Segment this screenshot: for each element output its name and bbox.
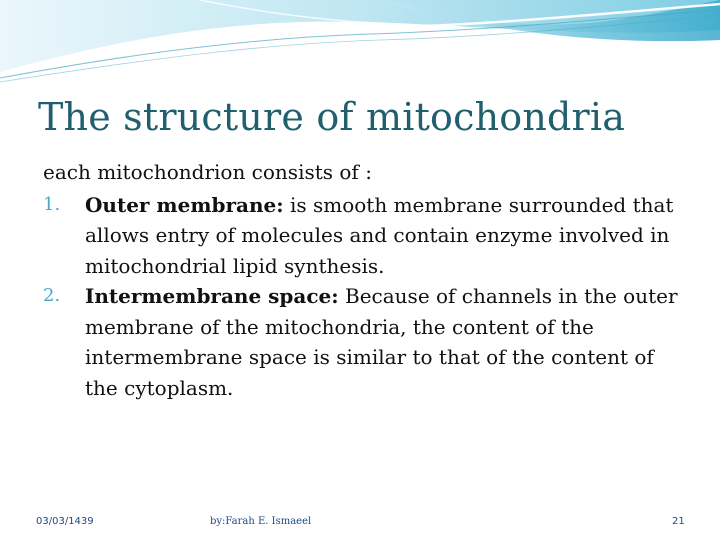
term-outer-membrane: Outer membrane: xyxy=(85,192,284,217)
slide-title: The structure of mitochondria xyxy=(38,95,626,139)
list-number: 1. xyxy=(43,193,61,215)
footer-author: by:Farah E. Ismaeel xyxy=(210,516,312,527)
slide-body xyxy=(43,157,683,403)
intro-text: each mitochondrion consists of : xyxy=(43,160,372,184)
definition-outer-membrane: is smooth membrane surrounded that allows entry of molecules and contain enzyme involved in mitochondrial lipid synthesis. xyxy=(85,192,674,278)
points-list xyxy=(43,190,683,404)
footer-page-number: 21 xyxy=(672,516,685,527)
list-item-outer-membrane xyxy=(43,190,683,282)
list-number: 2. xyxy=(43,285,61,306)
term-intermembrane-space: Intermembrane space: xyxy=(85,284,339,308)
definition-intermembrane-part1: Because of channels in the outer xyxy=(338,284,678,308)
footer-date: 03/03/1439 xyxy=(36,516,94,527)
list-item-intermembrane-space xyxy=(43,281,683,403)
decorative-header-banner xyxy=(0,0,720,90)
definition-intermembrane-part2: membrane of the mitochondria, the content of the intermembrane space is similar to that of the content of the cytoplasm. xyxy=(85,314,654,400)
